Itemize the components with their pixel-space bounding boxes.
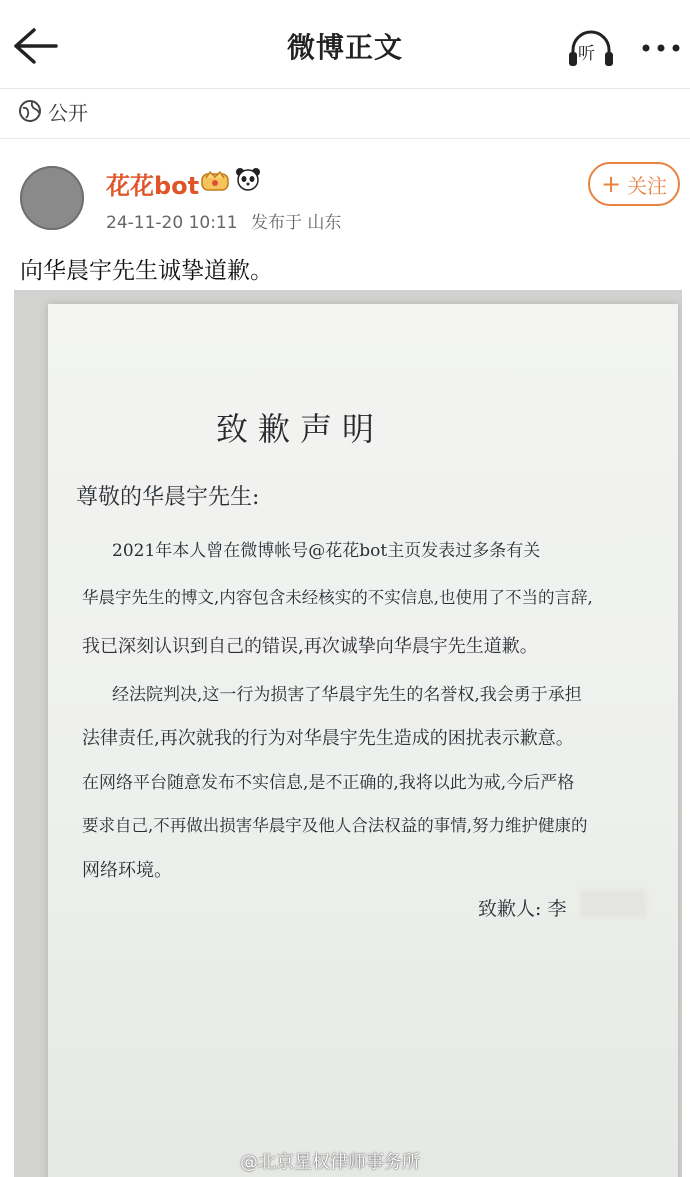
- letter-line: 要求自己,不再做出损害华晨宇及他人合法权益的事情,努力维护健康的: [82, 816, 588, 835]
- top-bar: [0, 0, 690, 88]
- letter-signature: 致歉人: 李: [478, 898, 567, 920]
- page-title: 微博正文: [286, 31, 403, 64]
- post-text: 向华晨宇先生诚挚道歉。: [20, 258, 273, 284]
- letter-line: 华晨宇先生的博文,内容包含未经核实的不实信息,也使用了不当的言辞,: [82, 588, 593, 607]
- visibility-label: 公开: [48, 100, 88, 125]
- post-meta: [106, 208, 349, 233]
- watermark: [240, 1148, 420, 1174]
- letter-line: 2021年本人曾在微博帐号@花花bot主页发表过多条有关: [112, 541, 541, 561]
- letter-line: 在网络平台随意发布不实信息,是不正确的,我将以此为戒,今后严格: [82, 773, 575, 793]
- letter-salutation: 尊敬的华晨宇先生:: [76, 485, 260, 510]
- post-source: 发布于 山东: [250, 213, 342, 233]
- follow-button[interactable]: [588, 162, 680, 206]
- letter-line: 法律责任,再次就我的行为对华晨宇先生造成的困扰表示歉意。: [82, 728, 574, 749]
- listen-button[interactable]: [566, 26, 616, 70]
- author-badges: [200, 166, 262, 192]
- letter-line: 我已深刻认识到自己的错误,再次诚挚向华晨宇先生道歉。: [82, 636, 538, 657]
- visibility-divider: [0, 138, 690, 139]
- watermark-text: @北京星权律师事务所: [240, 1152, 420, 1173]
- letter-line: 经法院判决,这一行为损害了华晨宇先生的名誉权,我会勇于承担: [112, 685, 582, 705]
- more-button[interactable]: [638, 26, 684, 70]
- more-dots-icon: [638, 26, 684, 70]
- globe-icon: [18, 99, 42, 123]
- letter-line: 网络环境。: [82, 860, 172, 881]
- post-image[interactable]: [14, 290, 682, 1177]
- panda-badge-icon: [234, 166, 262, 192]
- letter-title: 致歉声明: [216, 410, 385, 448]
- redacted-name: [580, 890, 646, 918]
- post-time: 24-11-20 10:11: [106, 213, 238, 233]
- listen-label: 听: [578, 44, 595, 64]
- avatar[interactable]: [20, 166, 84, 230]
- letter-paper: [48, 304, 678, 1177]
- author-name[interactable]: 花花bot: [106, 172, 200, 200]
- visibility-indicator: [18, 96, 88, 126]
- crown-badge-icon: [200, 166, 230, 192]
- header-divider: [0, 88, 690, 89]
- follow-label: 关注: [627, 173, 668, 198]
- plus-icon: +: [600, 170, 622, 198]
